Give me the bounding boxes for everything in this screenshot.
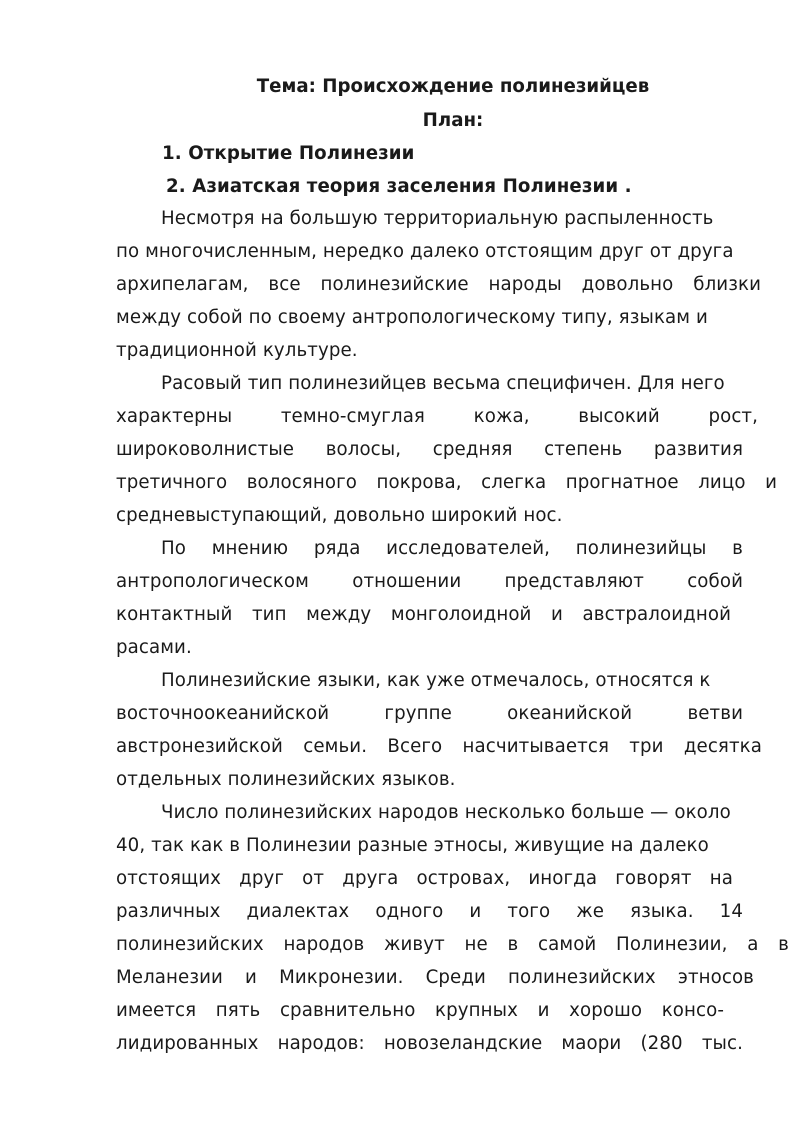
plan-item: 1. Открытие Полинезии <box>162 143 415 164</box>
paragraph-line: полинезийских народов живут не в самой Полинезии, а в <box>116 934 789 955</box>
paragraph-line: антропологическом отношении представляют собой <box>116 571 743 592</box>
paragraph-line: Несмотря на большую территориальную распыленность <box>161 208 714 229</box>
paragraph-line: между собой по своему антропологическому типу, языкам и <box>116 307 708 328</box>
paragraph-line: 40, так как в Полинезии разные этносы, живущие на далеко <box>116 835 709 856</box>
plan-item: 2. Азиатская теория заселения Полинезии . <box>166 176 632 197</box>
paragraph-line: Меланезии и Микронезии. Среди полинезийских этносов <box>116 967 754 988</box>
paragraph-line: отстоящих друг от друга островах, иногда говорят на <box>116 868 733 889</box>
paragraph-line: архипелагам, все полинезийские народы довольно близки <box>116 274 761 295</box>
paragraph-line: восточноокеанийской группе океанийской ветви <box>116 703 743 724</box>
paragraph-line: третичного волосяного покрова, слегка прогнатное лицо и <box>116 472 777 493</box>
paragraph-line: лидированных народов: новозеландские маори (280 тыс. <box>116 1033 743 1054</box>
document-topic: Тема: Происхождение полинезийцев <box>256 76 650 97</box>
paragraph-line: Полинезийские языки, как уже отмечалось, относятся к <box>161 670 711 691</box>
paragraph-line: характерны темно-смуглая кожа, высокий рост, <box>116 406 758 427</box>
paragraph-line: средневыступающий, довольно широкий нос. <box>116 505 563 526</box>
paragraph-line: традиционной культуре. <box>116 340 358 361</box>
paragraph-line: расами. <box>116 637 192 658</box>
paragraph-line: Число полинезийских народов несколько больше — около <box>161 802 731 823</box>
paragraph-line: контактный тип между монголоидной и австралоидной <box>116 604 731 625</box>
paragraph-line: имеется пять сравнительно крупных и хорошо консо- <box>116 1000 724 1021</box>
paragraph-line: По мнению ряда исследователей, полинезийцы в <box>161 538 743 559</box>
paragraph-line: широковолнистые волосы, средняя степень развития <box>116 439 743 460</box>
paragraph-line: Расовый тип полинезийцев весьма специфичен. Для него <box>161 373 725 394</box>
paragraph-line: австронезийской семьи. Всего насчитывается три десятка <box>116 736 762 757</box>
paragraph-line: различных диалектах одного и того же языка. 14 <box>116 901 743 922</box>
paragraph-line: по многочисленным, нередко далеко отстоящим друг от друга <box>116 241 734 262</box>
paragraph-line: отдельных полинезийских языков. <box>116 769 456 790</box>
plan-heading: План: <box>422 110 484 131</box>
